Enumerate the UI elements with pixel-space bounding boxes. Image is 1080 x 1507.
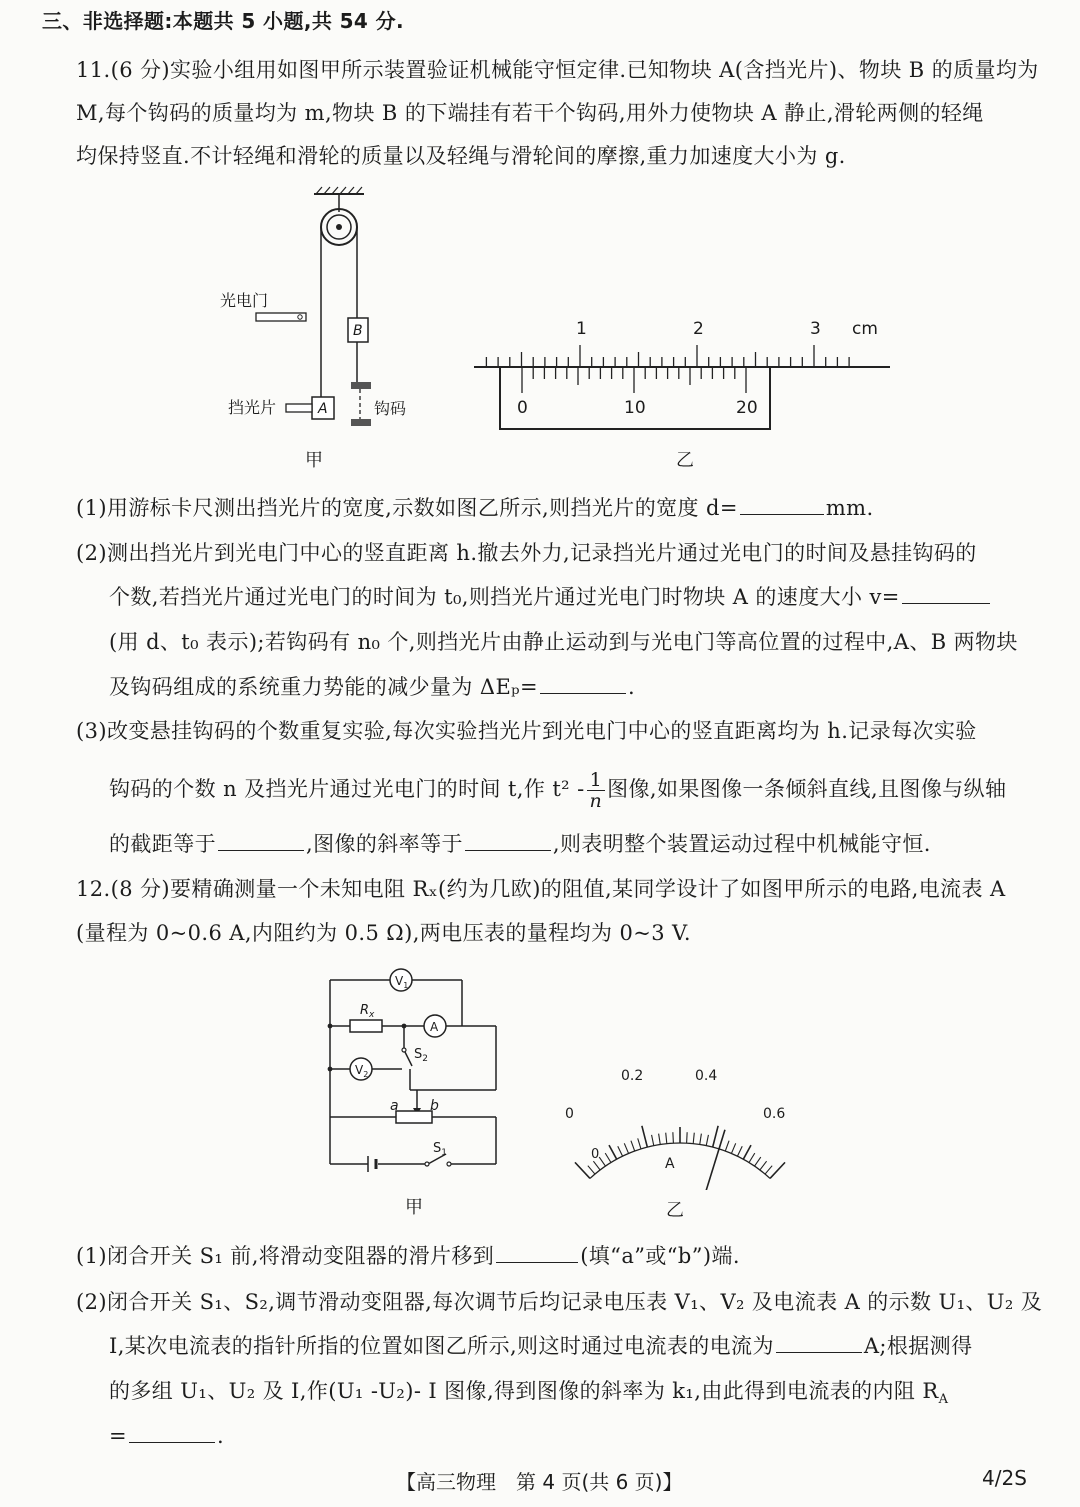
q11-part3-line3-a: 的截距等于 (109, 832, 216, 856)
q11-part3-line3-b: ,图像的斜率等于 (306, 832, 463, 856)
dial-tick (599, 1157, 605, 1166)
main-scale-label: 3 (810, 319, 821, 339)
weights-label: 钩码 (374, 399, 407, 418)
cm-unit-label: cm (852, 319, 878, 339)
q11-part3-line2 (109, 770, 1006, 811)
q11-part3-line1: (3)改变悬挂钩码的个数重复实验,每次实验挡光片到光电门中心的竖直距离均为 h.记录每次实验 (76, 719, 977, 743)
dial-tick (700, 1134, 702, 1145)
q11-part2-line3: (用 d、t₀ 表示);若钩码有 n₀ 个,则挡光片由静止运动到与光电门等高位置的过程中,A、B 两物块 (109, 630, 1018, 654)
q11-fig-jia-caption: 甲 (305, 450, 323, 471)
rheostat-a-label: a (390, 1098, 399, 1114)
shutter-plate (286, 404, 312, 412)
q12-part2-line4-eq: = (109, 1424, 127, 1448)
dial-label-0.2: 0.2 (621, 1068, 644, 1084)
ammeter-label: A (430, 1020, 439, 1034)
q11-fraction (587, 770, 606, 811)
block-a-label: A (318, 401, 328, 417)
dial-label-0.6: 0.6 (763, 1106, 786, 1122)
s1-label: $S_1$ (433, 1141, 447, 1158)
dial-tick (642, 1126, 647, 1147)
q11-part2-line4-text: 及钩码组成的系统重力势能的减少量为 ΔEₚ= (109, 675, 538, 699)
q12-current-blank[interactable] (776, 1332, 862, 1353)
q11-part1 (76, 493, 874, 523)
q11-part1-unit: mm. (825, 496, 874, 520)
main-scale-label: 1 (576, 319, 587, 339)
dial-tick (731, 1143, 735, 1153)
dial-tick (760, 1161, 767, 1170)
dial-tick (755, 1157, 761, 1166)
section-title: 三、非选择题:本题共 5 小题,共 54 分. (42, 9, 404, 33)
weight-2 (351, 419, 371, 426)
dial-tick (673, 1132, 674, 1143)
q12-stem-line2: (量程为 0~0.6 A,内阻约为 0.5 Ω),两电压表的量程均为 0~3 V. (76, 921, 692, 945)
q11-stem-line3: 均保持竖直.不计轻绳和滑轮的质量以及轻绳与滑轮间的摩擦,重力加速度大小为 g. (76, 144, 846, 168)
dial-tick (687, 1132, 688, 1143)
ammeter-dial-figure (555, 1060, 805, 1190)
dial-tick (693, 1133, 694, 1144)
q12-ra-subscript: A (938, 1392, 949, 1408)
vernier-label: 10 (624, 398, 646, 418)
q11-energy-blank[interactable] (540, 673, 626, 694)
q11-part2-line2 (109, 582, 992, 612)
weight-1 (351, 382, 371, 389)
dial-tick (618, 1146, 623, 1156)
dial-inner-zero: 0 (591, 1147, 600, 1162)
photogate (256, 313, 306, 321)
q12-part2-line4 (109, 1421, 224, 1451)
dial-tick (605, 1153, 611, 1162)
q12-part2-line2 (109, 1331, 972, 1361)
q11-fig-yi-caption: 乙 (676, 450, 694, 471)
q12-part1-text: (1)闭合开关 S₁ 前,将滑动变阻器的滑片移到 (76, 1244, 495, 1268)
dial-tick (765, 1166, 772, 1174)
vernier-label: 20 (736, 398, 758, 418)
shutter-label: 挡光片 (228, 398, 277, 417)
q12-ra-blank[interactable] (129, 1422, 215, 1443)
q11-part1-text: (1)用游标卡尺测出挡光片的宽度,示数如图乙所示,则挡光片的宽度 d= (76, 496, 738, 520)
dial-tick (575, 1162, 590, 1178)
dial-tick (713, 1126, 718, 1147)
q11-stem-line2: M,每个钩码的质量均为 m,物块 B 的下端挂有若干个钩码,用外力使物块 A 静止,滑轮两侧的轻绳 (76, 101, 984, 125)
dial-tick (659, 1134, 661, 1145)
dial-tick (588, 1166, 595, 1174)
q11-fraction-denominator: n (589, 790, 603, 812)
rheostat (396, 1111, 432, 1123)
q11-part1-blank[interactable] (740, 494, 824, 515)
q12-fig-yi-caption: 乙 (666, 1200, 684, 1221)
v2-label: $V_2$ (355, 1063, 369, 1079)
q11-part2-line4 (109, 672, 635, 702)
dial-needle (702, 1130, 725, 1190)
q11-part2-line1: (2)测出挡光片到光电门中心的竖直距离 h.撤去外力,记录挡光片通过光电门的时间及悬挂钩码的 (76, 541, 977, 565)
q11-part3-line2-text: 钩码的个数 n 及挡光片通过光电门的时间 t,作 t² - (109, 777, 585, 801)
q12-part2-line2-text: I,某次电流表的指针所指的位置如图乙所示,则这时通过电流表的电流为 (109, 1334, 774, 1358)
q12-part2-line2-end: A;根据测得 (863, 1334, 973, 1358)
dial-tick (725, 1141, 729, 1151)
q11-apparatus-figure (210, 182, 420, 442)
dial-tick (706, 1135, 708, 1146)
main-scale-label: 2 (693, 319, 704, 339)
rx-resistor (350, 1020, 382, 1032)
dial-tick (593, 1161, 600, 1170)
dial-tick (666, 1133, 667, 1144)
rx-label: $R_x$ (360, 1003, 375, 1020)
q11-part3-line2-rest: 图像,如果图像一条倾斜直线,且图像与纵轴 (607, 777, 1007, 801)
q12-part2-line1: (2)闭合开关 S₁、S₂,调节滑动变阻器,每次调节后均记录电压表 V₁、V₂ 及电流表 A 的示数 U₁、U₂ 及 (76, 1290, 1043, 1314)
vernier-caliper-figure (470, 312, 900, 437)
dial-tick (749, 1153, 755, 1162)
q12-part1-end: (填“a”或“b”)端. (580, 1244, 740, 1268)
block-b-label: B (353, 323, 363, 339)
dial-tick (631, 1141, 635, 1151)
q11-part2-line2-text: 个数,若挡光片通过光电门的时间为 t₀,则挡光片通过光电门时物块 A 的速度大小 v= (109, 585, 900, 609)
s2-label: $S_2$ (414, 1047, 428, 1064)
q12-circuit-figure (320, 962, 510, 1172)
dial-tick (743, 1145, 751, 1159)
dial-tick (737, 1146, 742, 1156)
q11-velocity-blank[interactable] (902, 583, 990, 604)
dial-label-0: 0 (565, 1106, 574, 1122)
q12-part2-line4-end: . (217, 1424, 225, 1448)
q11-slope-blank[interactable] (465, 830, 551, 851)
dial-tick (638, 1138, 641, 1149)
q12-part1 (76, 1241, 740, 1271)
dial-tick (652, 1135, 654, 1146)
q11-fraction-numerator: 1 (587, 770, 606, 791)
q11-part3-line3 (109, 829, 931, 859)
page-footer: 【高三物理 第 4 页(共 6 页)】 (396, 1470, 683, 1494)
vernier-label: 0 (517, 398, 528, 418)
dial-tick (609, 1145, 617, 1159)
q12-part2-line3 (109, 1376, 948, 1415)
q11-stem-line1: 11.(6 分)实验小组用如图甲所示装置验证机械能守恒定律.已知物块 A(含挡光片)、物块 B 的质量均为 (76, 58, 1039, 82)
dial-tick (770, 1162, 785, 1178)
v1-label: $V_1$ (395, 974, 409, 990)
q11-part3-line3-c: ,则表明整个装置运动过程中机械能守恒. (552, 832, 931, 856)
q12-stem-line1: 12.(8 分)要精确测量一个未知电阻 Rₓ(约为几欧)的阻值,某同学设计了如图甲所示的电路,电流表 A (76, 877, 1006, 901)
rheostat-b-label: b (430, 1098, 439, 1114)
q12-part2-line3-text: 的多组 U₁、U₂ 及 I,作(U₁ -U₂)- I 图像,得到图像的斜率为 k₁,由此得到电流表的内阻 R (109, 1379, 939, 1403)
page-code: 4/2S (982, 1466, 1027, 1490)
dial-tick (624, 1143, 628, 1153)
q12-fig-jia-caption: 甲 (405, 1197, 423, 1218)
dial-unit-label: A (665, 1156, 675, 1172)
q11-intercept-blank[interactable] (218, 830, 304, 851)
q11-part2-line4-end: . (627, 675, 636, 699)
q12-part1-blank[interactable] (496, 1242, 578, 1263)
photogate-label: 光电门 (220, 291, 269, 310)
dial-label-0.4: 0.4 (695, 1068, 718, 1084)
